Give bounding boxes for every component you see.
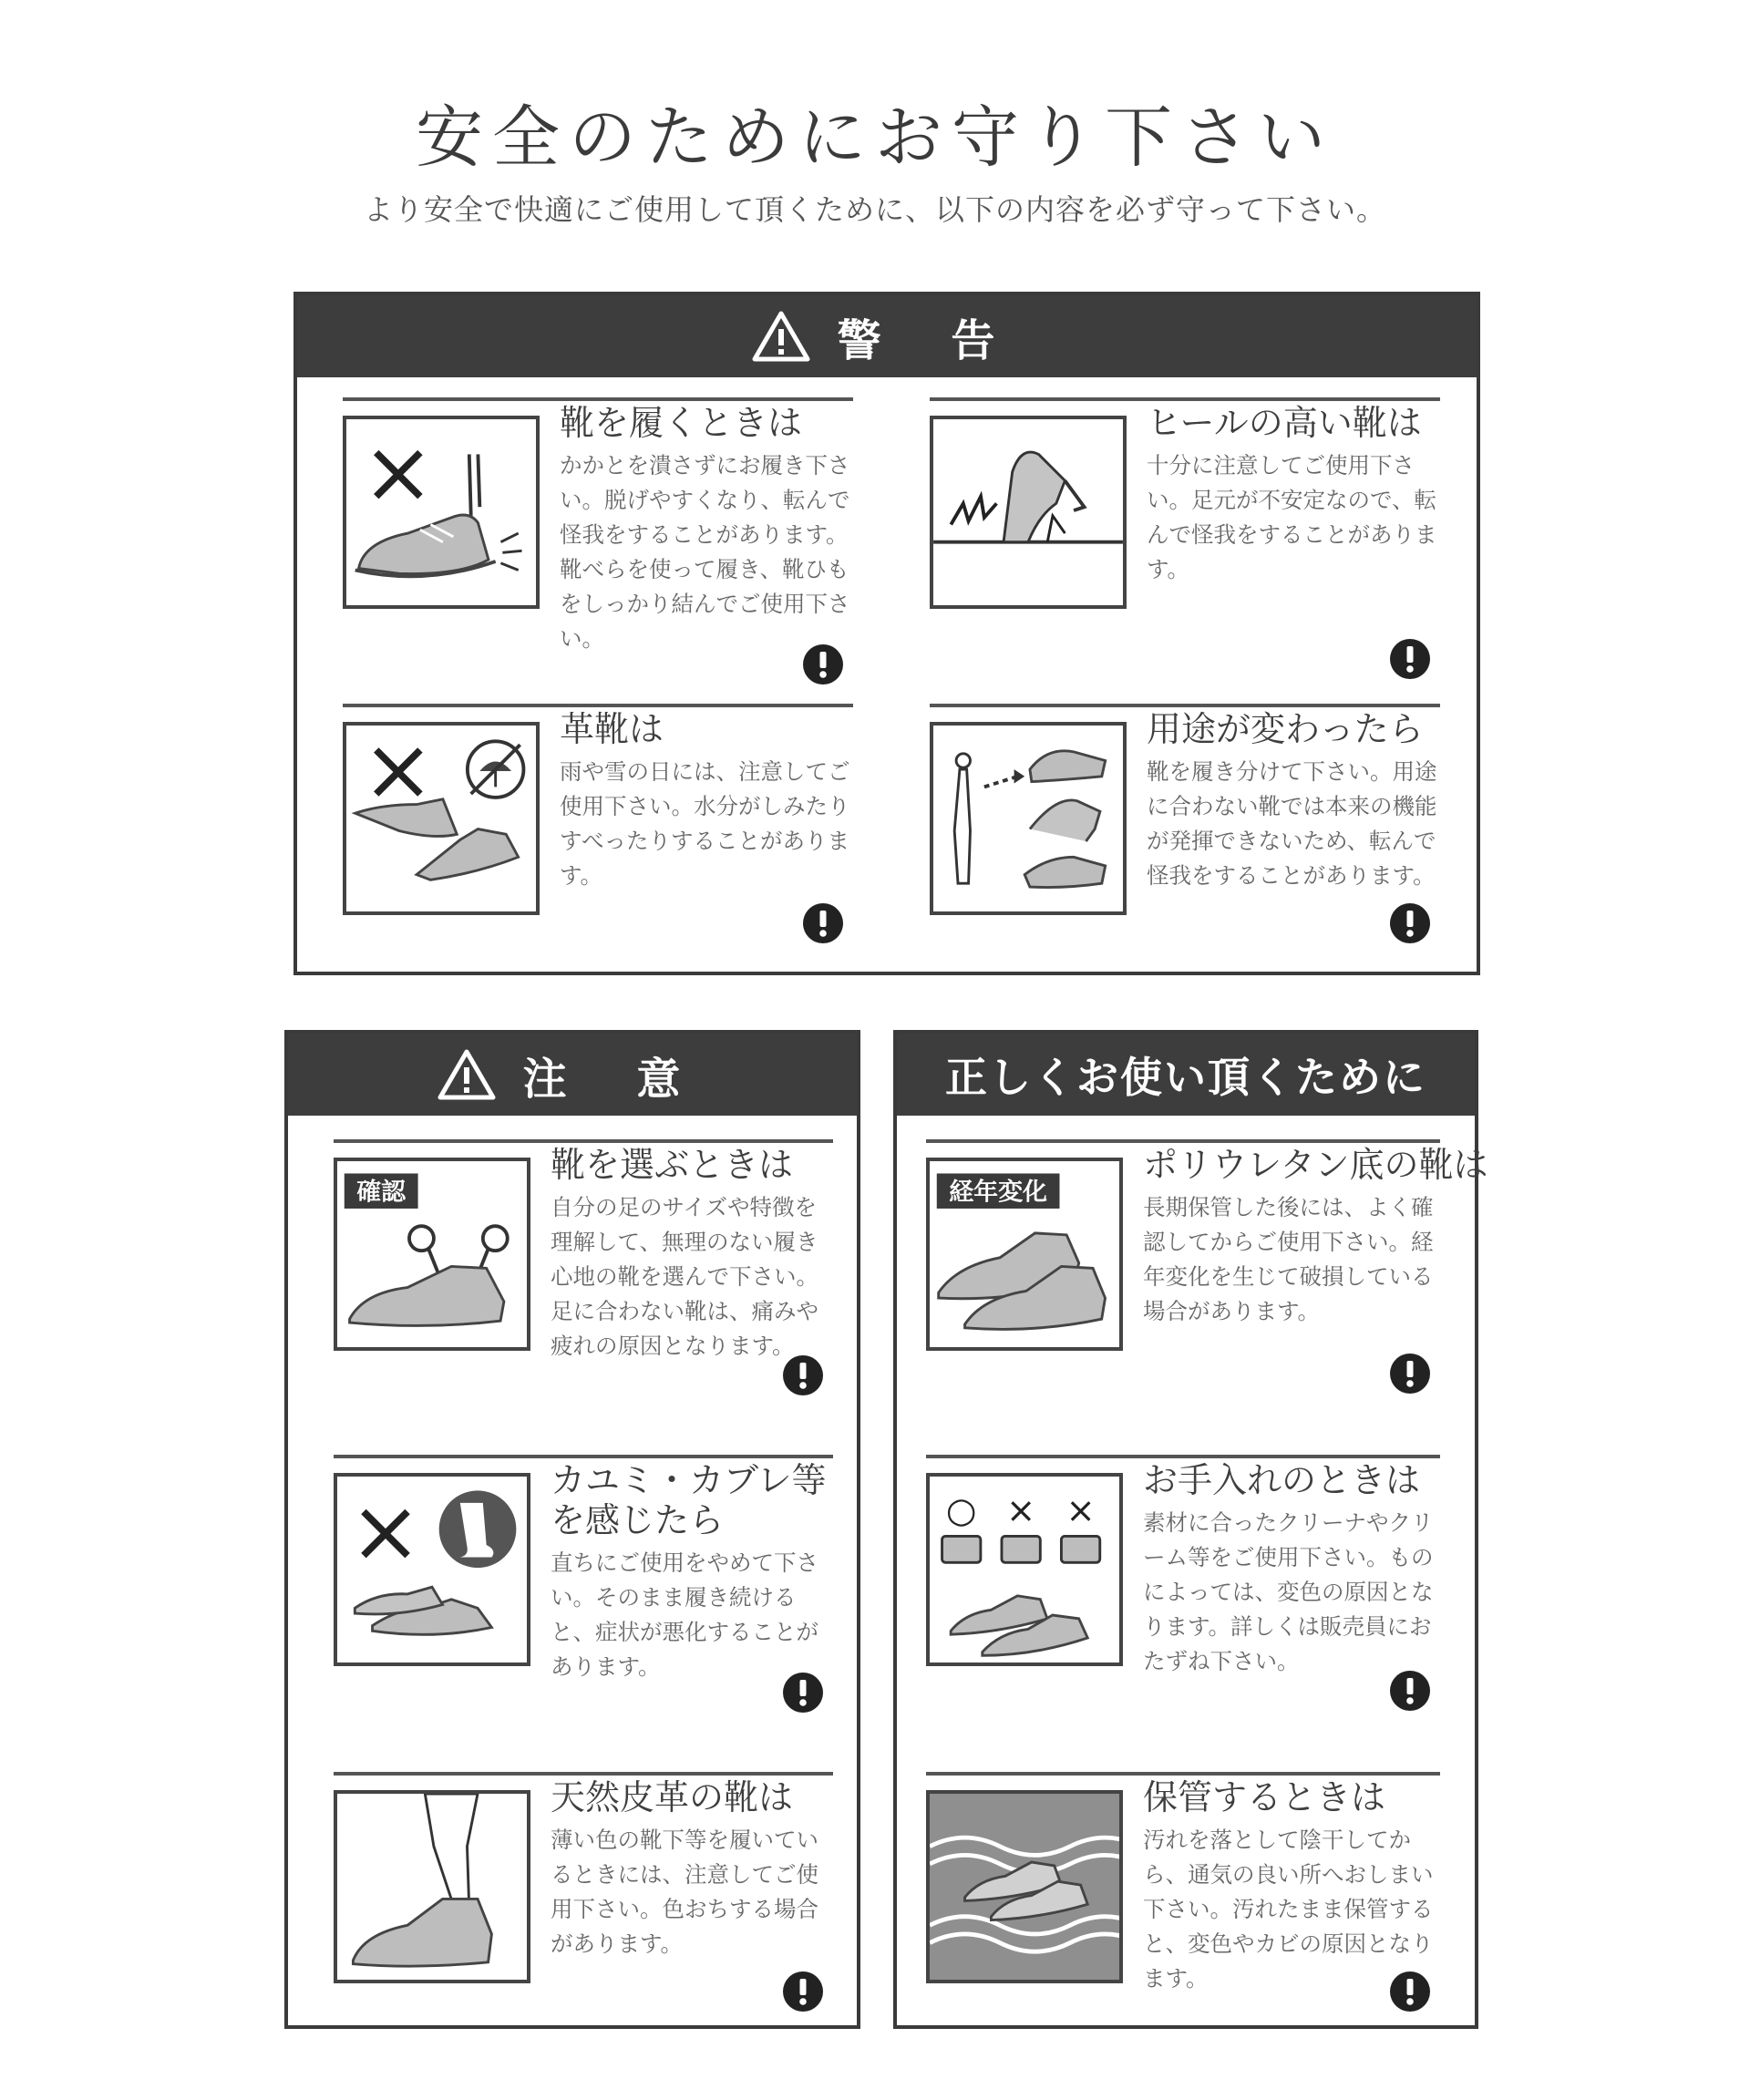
badge-text: 経年変化 [949,1178,1048,1207]
exclamation-icon [782,1971,824,2012]
aged-sole-icon [926,1158,1123,1351]
care-mark: × [1006,1490,1036,1532]
warning-triangle-icon [752,311,810,362]
exclamation-icon [1389,1353,1431,1395]
item-rule [926,1139,1440,1143]
caution-panel [284,1030,860,2029]
item-body: 靴を履き分けて下さい。用途に合わない靴では本来の機能が発揮できないため、転んで怪我をすることがあります。 [1147,758,1437,889]
shoe-by-purpose-icon [930,722,1127,915]
page-title: 安全のためにお守り下さい [416,98,1334,177]
item-rule [334,1772,833,1776]
item-title: ポリウレタン底の靴は [1143,1145,1488,1185]
exclamation-icon [1389,1971,1431,2012]
item-title: ヒールの高い靴は [1147,403,1422,443]
item-title: 靴を選ぶときは [551,1145,794,1185]
caution-panel-header [288,1034,857,1116]
proper-use-panel [893,1030,1488,2029]
shoe-fit-check-icon [334,1158,530,1351]
caution-item-natural-leather [334,1772,833,2018]
page-subtitle: より安全で快適にご使用して頂くために、以下の内容を必ず守って下さい。 [363,192,1386,227]
warning-panel-header [297,295,1477,377]
high-heel-stumble-icon [930,416,1127,609]
item-title: 天然皮革の靴は [551,1777,794,1817]
item-rule [343,704,853,707]
item-body: 汚れを落として陰干してから、通気の良い所へおしまい下さい。汚れたまま保管すると、変色やカビの原因となります。 [1143,1827,1434,1992]
exclamation-icon [782,1672,824,1714]
item-rule [930,704,1440,707]
proper-item-polyurethane [926,1139,1488,1440]
item-body: 素材に合ったクリーナやクリーム等をご使用下さい。ものによっては、変色の原因となります。詳しくは販売員におたずね下さい。 [1143,1509,1434,1674]
item-title: 革靴は [560,709,664,749]
warning-item-high-heels [930,397,1440,689]
item-rule [334,1455,833,1458]
warning-panel [293,292,1480,975]
caution-item-itching [334,1455,833,1755]
exclamation-icon [1389,902,1431,944]
item-title: 保管するときは [1143,1777,1386,1817]
leather-color-transfer-icon [334,1790,530,1983]
itchy-foot-icon [334,1473,530,1666]
item-title: 用途が変わったら [1147,709,1424,749]
item-rule [334,1139,833,1143]
proper-use-panel-heading: 正しくお使い頂くために [945,1053,1426,1102]
item-rule [926,1772,1440,1776]
shoe-heel-crushed-icon [343,416,540,609]
item-body: かかとを潰さずにお履き下さい。脱げやすくなり、転んで怪我をすることがあります。靴べらを使って履き、靴ひもをしっかり結んでご使用下さい。 [560,452,850,652]
item-body: 直ちにご使用をやめて下さい。そのまま履き続けると、症状が悪化することがあります。 [551,1549,818,1680]
item-body: 十分に注意してご使用下さい。足元が不安定なので、転んで怪我をすることがあります。 [1147,452,1437,582]
item-rule [343,397,853,401]
badge-text: 確認 [356,1178,407,1207]
item-body: 長期保管した後には、よく確認してからご使用下さい。経年変化を生じて破損している場合があります。 [1143,1194,1434,1324]
item-body: 雨や雪の日には、注意してご使用下さい。水分がしみたりすべったりすることがあります。 [560,758,850,889]
exclamation-icon [802,902,844,944]
item-title: 靴を履くときは [560,403,803,443]
caution-panel-heading: 注 意 [522,1053,708,1105]
care-mark: ○ [945,1490,977,1532]
item-title: お手入れのときは [1143,1460,1421,1500]
warning-triangle-icon [438,1049,496,1100]
caution-item-choosing-shoes [334,1139,833,1440]
exclamation-icon [1389,1670,1431,1712]
item-rule [930,397,1440,401]
shoe-cream-icon [926,1473,1123,1666]
item-rule [926,1455,1440,1458]
exclamation-icon [782,1354,824,1396]
shoe-storage-icon [926,1790,1123,1983]
proper-use-panel-header [897,1034,1475,1116]
warning-item-leather-shoes [343,704,853,950]
exclamation-icon [1389,638,1431,680]
proper-item-storage [926,1772,1440,2018]
item-body: 自分の足のサイズや特徴を理解して、無理のない履き心地の靴を選んで下さい。足に合わない靴は、痛みや疲れの原因となります。 [551,1194,818,1359]
warning-item-shoe-wearing [343,397,853,689]
item-title: カユミ・カブレ等を感じたら [551,1460,827,1540]
exclamation-icon [802,643,844,685]
proper-item-care [926,1455,1440,1755]
warning-item-changing-purpose [930,704,1440,950]
item-body: 薄い色の靴下等を履いているときには、注意してご使用下さい。色おちする場合があります。 [551,1827,818,1957]
warning-panel-heading: 警 告 [837,314,1023,366]
leather-shoe-rain-icon [343,722,540,915]
care-mark: × [1065,1490,1096,1532]
